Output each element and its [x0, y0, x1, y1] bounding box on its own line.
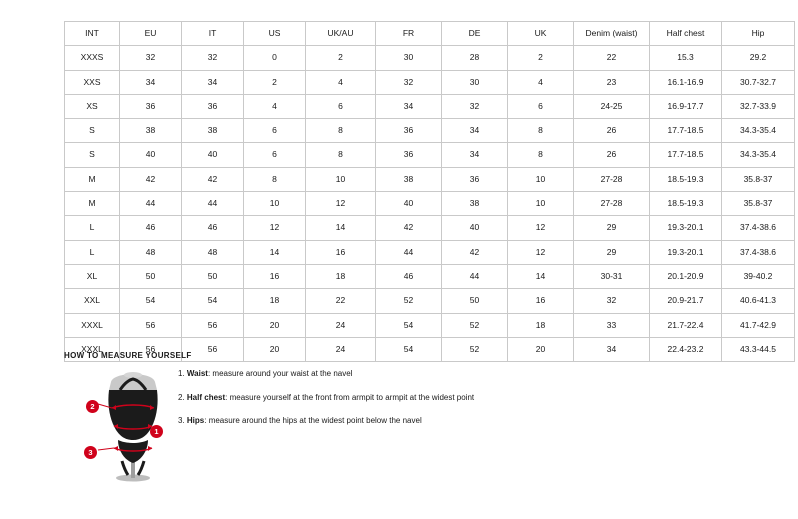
table-cell: 14 — [508, 264, 574, 288]
table-cell: 50 — [442, 289, 508, 313]
table-cell: 8 — [306, 119, 376, 143]
table-row — [65, 289, 795, 313]
table-cell: L — [65, 240, 120, 264]
table-cell: 34.3-35.4 — [722, 143, 795, 167]
table-cell: 46 — [376, 264, 442, 288]
table-cell: 16 — [508, 289, 574, 313]
table-cell: 2 — [306, 46, 376, 70]
note-text: : measure around the hips at the widest point below the navel — [204, 416, 422, 426]
table-cell: 24 — [306, 337, 376, 361]
column-header: Denim (waist) — [574, 22, 650, 46]
table-cell: 40 — [442, 216, 508, 240]
table-cell: 22 — [306, 289, 376, 313]
table-cell: 46 — [182, 216, 244, 240]
table-cell: 18.5-19.3 — [650, 192, 722, 216]
note-text: : measure yourself at the front from armpit to armpit at the widest point — [225, 392, 475, 402]
table-cell: 29 — [574, 216, 650, 240]
table-cell: 8 — [244, 167, 306, 191]
table-header-row — [65, 22, 795, 46]
table-cell: 32.7-33.9 — [722, 94, 795, 118]
table-body — [65, 46, 795, 362]
table-cell: 19.3-20.1 — [650, 216, 722, 240]
table-cell: 32 — [442, 94, 508, 118]
table-cell: 8 — [508, 119, 574, 143]
table-cell: S — [65, 119, 120, 143]
table-cell: 12 — [508, 216, 574, 240]
table-cell: 40 — [120, 143, 182, 167]
table-cell: 34.3-35.4 — [722, 119, 795, 143]
table-cell: 40.6-41.3 — [722, 289, 795, 313]
table-cell: 16 — [306, 240, 376, 264]
column-header: Half chest — [650, 22, 722, 46]
table-cell: 8 — [508, 143, 574, 167]
table-cell: 42 — [442, 240, 508, 264]
table-cell: 37.4-38.6 — [722, 240, 795, 264]
table-cell: 33 — [574, 313, 650, 337]
table-cell: 42 — [376, 216, 442, 240]
note-term: Hips — [186, 416, 205, 426]
table-cell: 38 — [120, 119, 182, 143]
table-cell: 30 — [442, 70, 508, 94]
table-cell: 34 — [120, 70, 182, 94]
table-cell: XXXL — [65, 337, 120, 361]
column-header: UK — [508, 22, 574, 46]
table-cell: 30-31 — [574, 264, 650, 288]
table-cell: 27-28 — [574, 192, 650, 216]
table-cell: 56 — [182, 337, 244, 361]
measure-note — [178, 416, 598, 426]
table-cell: 37.4-38.6 — [722, 216, 795, 240]
mannequin-illustration — [78, 368, 188, 483]
table-cell: 39-40.2 — [722, 264, 795, 288]
table-cell: 44 — [182, 192, 244, 216]
mannequin-svg — [78, 368, 188, 483]
table-cell: 56 — [120, 313, 182, 337]
table-cell: 10 — [244, 192, 306, 216]
table-cell: 50 — [120, 264, 182, 288]
table-cell: 42 — [120, 167, 182, 191]
size-chart-table — [64, 21, 795, 362]
table-cell: 48 — [182, 240, 244, 264]
column-header: UK/AU — [306, 22, 376, 46]
note-index: 1. — [178, 369, 185, 378]
table-row — [65, 119, 795, 143]
table-cell: 30.7-32.7 — [722, 70, 795, 94]
table-row — [65, 313, 795, 337]
table-cell: 36 — [120, 94, 182, 118]
table-cell: 2 — [508, 46, 574, 70]
column-header: IT — [182, 22, 244, 46]
table-cell: 44 — [120, 192, 182, 216]
table-cell: 18 — [244, 289, 306, 313]
table-cell: 35.8-37 — [722, 192, 795, 216]
table-cell: 42 — [182, 167, 244, 191]
table-cell: 10 — [508, 167, 574, 191]
table-cell: 36 — [442, 167, 508, 191]
table-cell: 8 — [306, 143, 376, 167]
table-cell: 20.1-20.9 — [650, 264, 722, 288]
table-cell: M — [65, 167, 120, 191]
table-cell: 16.9-17.7 — [650, 94, 722, 118]
table-cell: 48 — [120, 240, 182, 264]
table-cell: 12 — [508, 240, 574, 264]
table-cell: 10 — [508, 192, 574, 216]
table-cell: 38 — [182, 119, 244, 143]
table-cell: 6 — [244, 143, 306, 167]
note-term: Half chest — [186, 392, 226, 402]
table-cell: 18.5-19.3 — [650, 167, 722, 191]
table-cell: 23 — [574, 70, 650, 94]
table-cell: 52 — [376, 289, 442, 313]
table-row — [65, 240, 795, 264]
table-row — [65, 94, 795, 118]
table-row — [65, 46, 795, 70]
table-cell: 20 — [244, 337, 306, 361]
table-cell: 22 — [574, 46, 650, 70]
table-cell: 20 — [508, 337, 574, 361]
table-cell: XXL — [65, 289, 120, 313]
table-cell: 44 — [442, 264, 508, 288]
table-cell: 46 — [120, 216, 182, 240]
marker-2: 2 — [86, 400, 99, 413]
column-header: Hip — [722, 22, 795, 46]
table-cell: 50 — [182, 264, 244, 288]
table-cell: 34 — [376, 94, 442, 118]
table-cell: 54 — [376, 337, 442, 361]
table-cell: 12 — [244, 216, 306, 240]
table-cell: 18 — [508, 313, 574, 337]
table-cell: 24 — [306, 313, 376, 337]
table-row — [65, 167, 795, 191]
table-cell: 27-28 — [574, 167, 650, 191]
table-cell: 4 — [306, 70, 376, 94]
table-cell: 21.7-22.4 — [650, 313, 722, 337]
table-cell: XL — [65, 264, 120, 288]
table-cell: 4 — [244, 94, 306, 118]
column-header: EU — [120, 22, 182, 46]
table-cell: 29 — [574, 240, 650, 264]
table-cell: 54 — [120, 289, 182, 313]
measure-note — [178, 369, 598, 379]
table-cell: 26 — [574, 143, 650, 167]
table-cell: 38 — [442, 192, 508, 216]
table-cell: 30 — [376, 46, 442, 70]
marker-1: 1 — [150, 425, 163, 438]
table-cell: 16 — [244, 264, 306, 288]
table-cell: 6 — [244, 119, 306, 143]
table-row — [65, 192, 795, 216]
table-header — [65, 22, 795, 46]
table-cell: 22.4-23.2 — [650, 337, 722, 361]
table-cell: 6 — [508, 94, 574, 118]
table-cell: 41.7-42.9 — [722, 313, 795, 337]
table-cell: 15.3 — [650, 46, 722, 70]
column-header: US — [244, 22, 306, 46]
table-cell: 34 — [442, 119, 508, 143]
column-header: DE — [442, 22, 508, 46]
table-cell: M — [65, 192, 120, 216]
table-cell: 18 — [306, 264, 376, 288]
table-cell: 0 — [244, 46, 306, 70]
measure-notes — [178, 369, 598, 440]
table-cell: 26 — [574, 119, 650, 143]
table-cell: 10 — [306, 167, 376, 191]
table-cell: 19.3-20.1 — [650, 240, 722, 264]
table-cell: 6 — [306, 94, 376, 118]
table-row — [65, 216, 795, 240]
table-row — [65, 264, 795, 288]
table-cell: 54 — [182, 289, 244, 313]
table-cell: 17.7-18.5 — [650, 119, 722, 143]
table-cell: 54 — [376, 313, 442, 337]
table-cell: XXS — [65, 70, 120, 94]
table-cell: 40 — [376, 192, 442, 216]
table-cell: 24-25 — [574, 94, 650, 118]
table-cell: XXXL — [65, 313, 120, 337]
table-cell: 40 — [182, 143, 244, 167]
table-cell: 28 — [442, 46, 508, 70]
table-cell: 36 — [376, 119, 442, 143]
table-cell: 34 — [182, 70, 244, 94]
table-cell: 2 — [244, 70, 306, 94]
measure-note — [178, 393, 598, 403]
table-cell: 36 — [376, 143, 442, 167]
table-cell: 34 — [442, 143, 508, 167]
table-cell: 20.9-21.7 — [650, 289, 722, 313]
note-term: Waist — [186, 369, 208, 378]
table-cell: 43.3-44.5 — [722, 337, 795, 361]
table-cell: 12 — [306, 192, 376, 216]
table-cell: 32 — [120, 46, 182, 70]
column-header: FR — [376, 22, 442, 46]
table-cell: L — [65, 216, 120, 240]
table-cell: 38 — [376, 167, 442, 191]
table-cell: 32 — [182, 46, 244, 70]
table-cell: 34 — [574, 337, 650, 361]
table-cell: 17.7-18.5 — [650, 143, 722, 167]
note-index: 2. — [178, 392, 185, 402]
table-cell: 14 — [306, 216, 376, 240]
table-cell: 36 — [182, 94, 244, 118]
table-cell: 32 — [376, 70, 442, 94]
table-cell: 32 — [574, 289, 650, 313]
table-cell: XS — [65, 94, 120, 118]
table-cell: 52 — [442, 313, 508, 337]
how-to-measure-title: HOW TO MEASURE YOURSELF — [64, 351, 192, 360]
table-cell: 20 — [244, 313, 306, 337]
table-cell: 29.2 — [722, 46, 795, 70]
table-cell: 56 — [182, 313, 244, 337]
table-cell: 52 — [442, 337, 508, 361]
table-cell: 14 — [244, 240, 306, 264]
note-text: : measure around your waist at the navel — [207, 369, 353, 378]
table-cell: XXXS — [65, 46, 120, 70]
table-cell: 56 — [120, 337, 182, 361]
marker-3: 3 — [84, 446, 97, 459]
table-cell: S — [65, 143, 120, 167]
table-row — [65, 70, 795, 94]
table-cell: 4 — [508, 70, 574, 94]
table-cell: 44 — [376, 240, 442, 264]
table-cell: 35.8-37 — [722, 167, 795, 191]
note-index: 3. — [178, 416, 185, 426]
table-row — [65, 143, 795, 167]
column-header: INT — [65, 22, 120, 46]
table-cell: 16.1-16.9 — [650, 70, 722, 94]
